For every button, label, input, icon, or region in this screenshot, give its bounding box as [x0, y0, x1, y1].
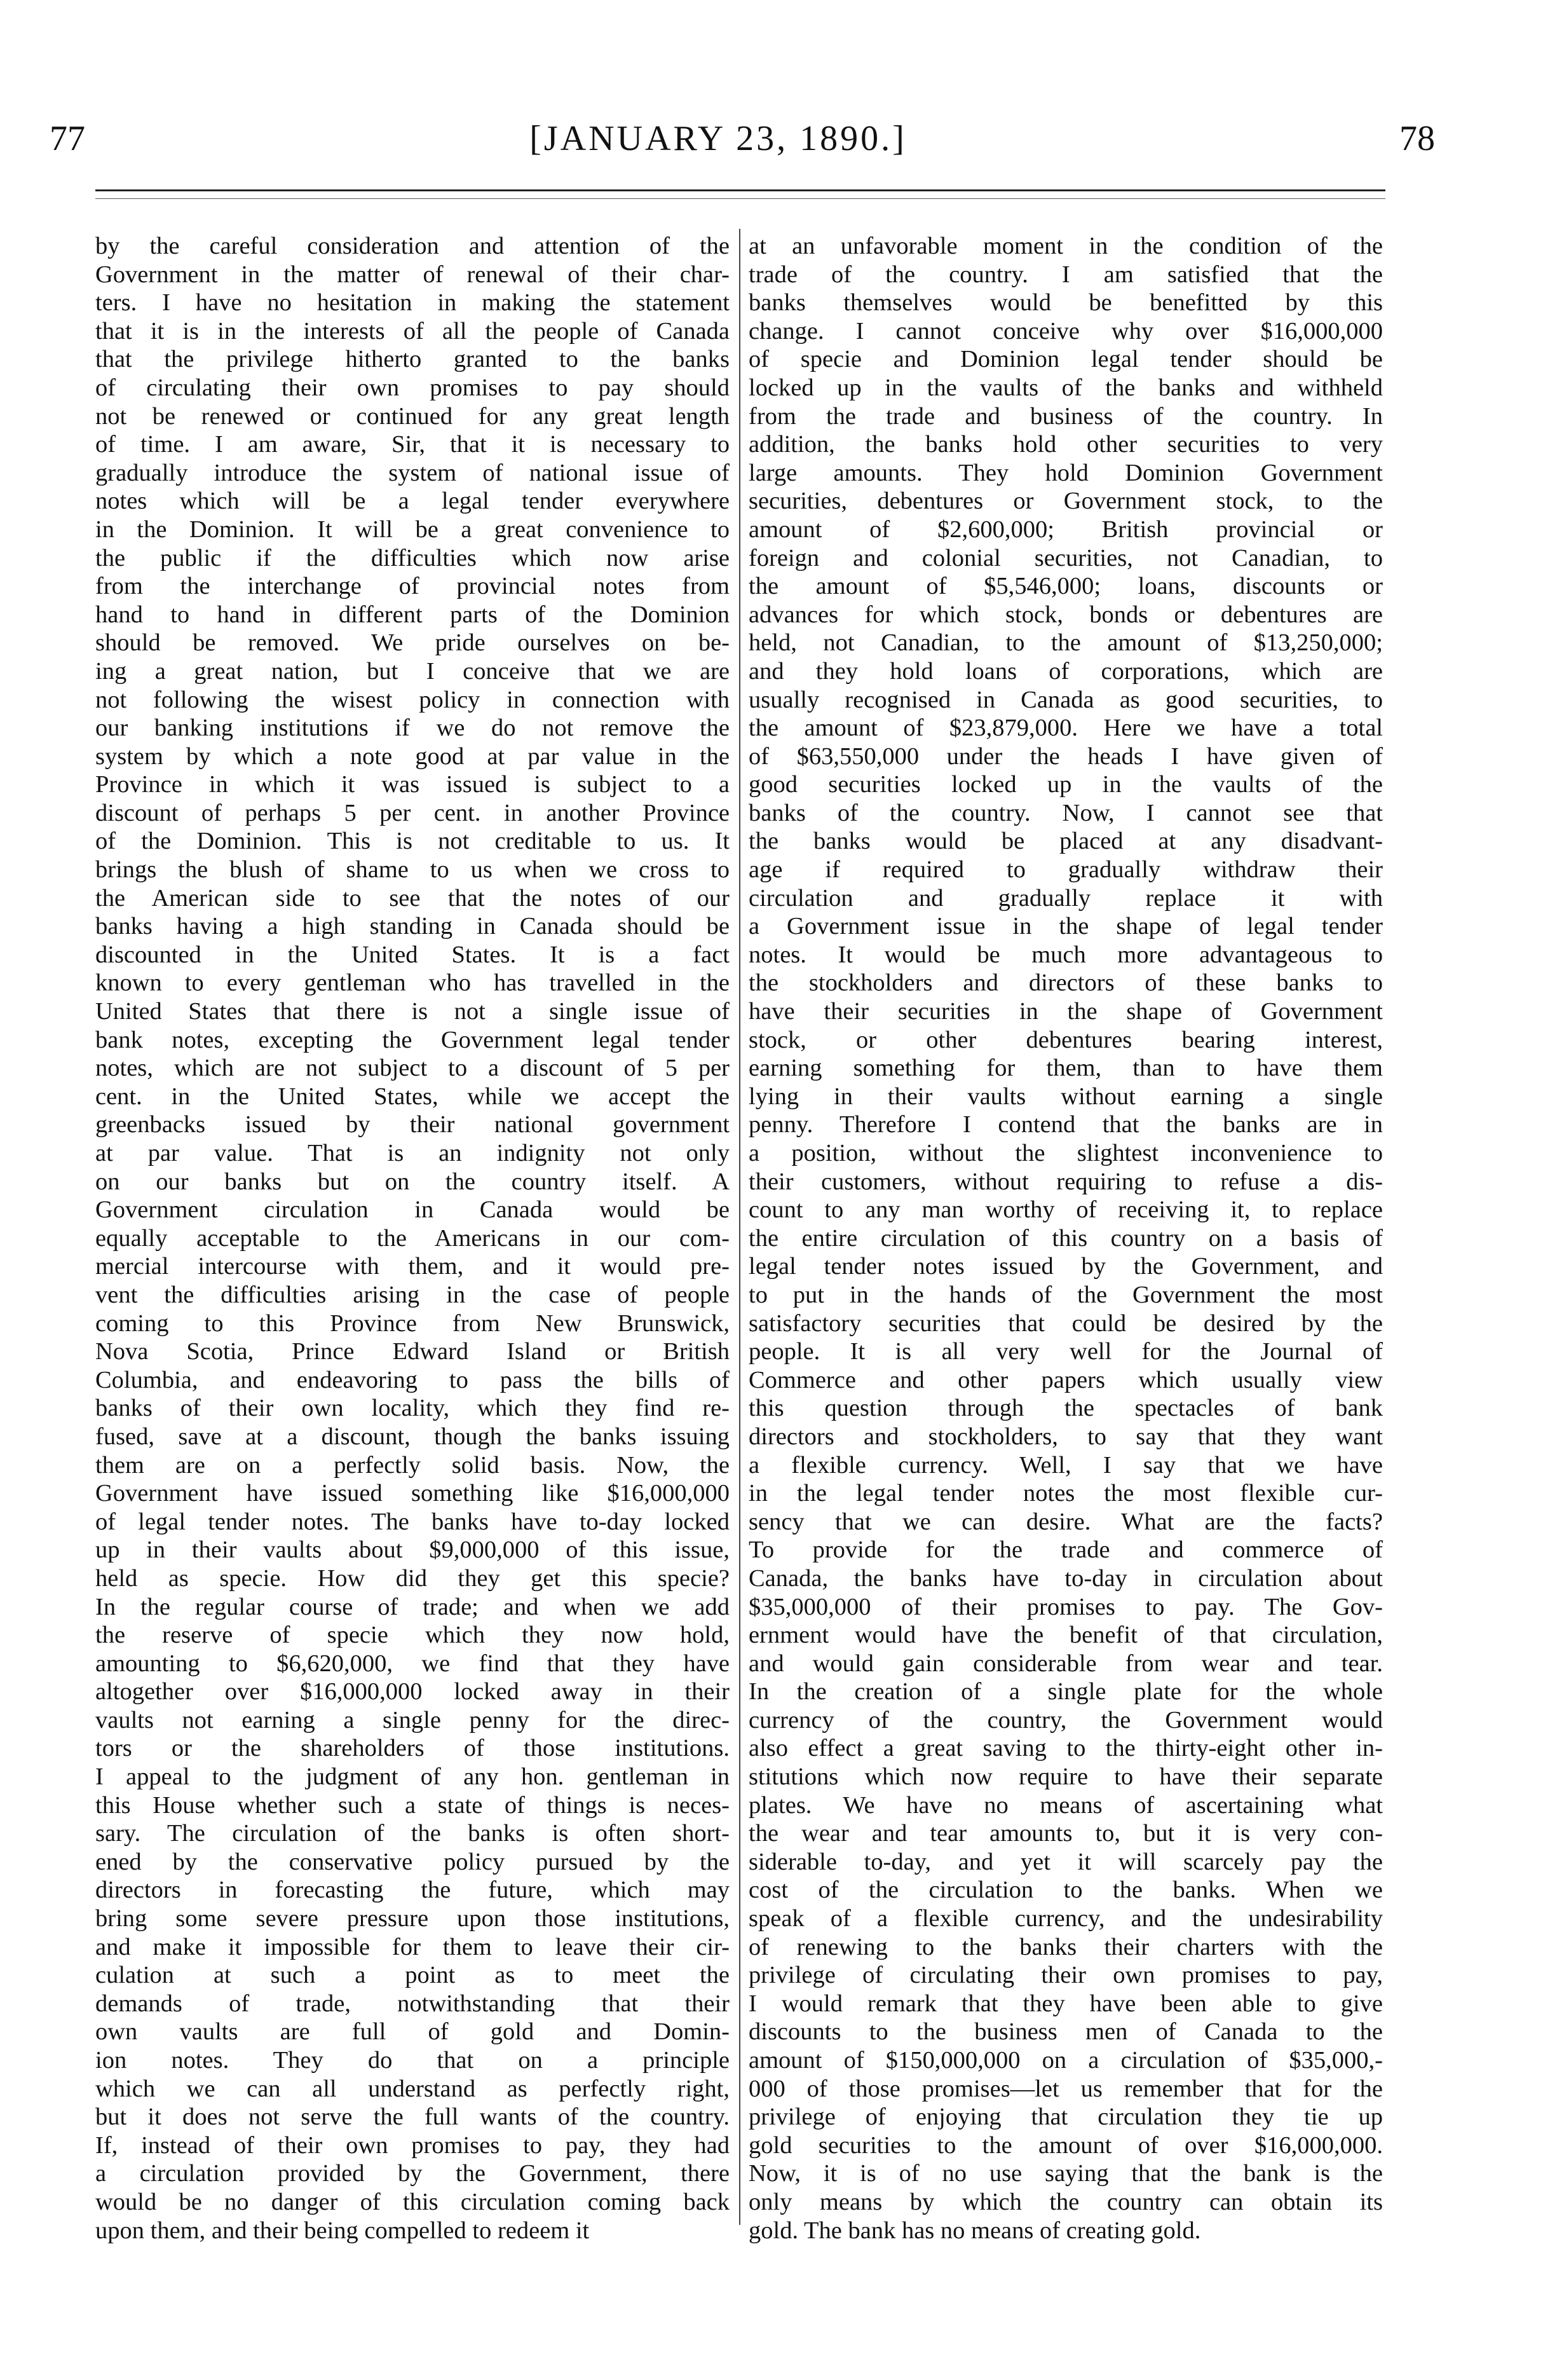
- text-line: the public if the difficulties which now arise: [95, 544, 730, 571]
- text-line: penny. Therefore I contend that the banks are in: [749, 1111, 1383, 1139]
- text-line: known to every gentleman who has travelled in the: [95, 969, 730, 997]
- text-line: that the privilege hitherto granted to the banks: [95, 346, 730, 373]
- text-line: 000 of those promises—let us remember that for the: [749, 2075, 1383, 2102]
- text-line: which we can all understand as perfectly right,: [95, 2075, 730, 2102]
- text-line: system by which a note good at par value in the: [95, 742, 730, 770]
- text-line: amount of $2,600,000; British provincial or: [749, 516, 1383, 543]
- text-line: should be removed. We pride ourselves on be-: [95, 629, 730, 657]
- text-line: Canada, the banks have to-day in circulation about: [749, 1564, 1383, 1592]
- text-line: bring some severe pressure upon those institutions,: [95, 1905, 730, 1932]
- text-line: culation at such a point as to meet the: [95, 1962, 730, 1989]
- text-line: of $63,550,000 under the heads I have given of: [749, 742, 1383, 770]
- text-line: banks having a high standing in Canada should be: [95, 913, 730, 940]
- text-line: vaults not earning a single penny for the direc-: [95, 1706, 730, 1734]
- text-line: In the creation of a single plate for the whole: [749, 1678, 1383, 1706]
- text-line: notes, which are not subject to a discount of 5 per: [95, 1055, 730, 1082]
- text-line: Columbia, and endeavoring to pass the bills of: [95, 1366, 730, 1393]
- text-line: from the interchange of provincial notes from: [95, 573, 730, 600]
- text-line: but it does not serve the full wants of the country.: [95, 2103, 730, 2131]
- text-line: mercial intercourse with them, and it would pre-: [95, 1253, 730, 1280]
- text-line: in the Dominion. It will be a great convenience to: [95, 516, 730, 543]
- text-line: the stockholders and directors of these banks to: [749, 969, 1383, 997]
- text-line: the reserve of specie which they now hold,: [95, 1622, 730, 1649]
- text-line: ernment would have the benefit of that circulation,: [749, 1622, 1383, 1649]
- text-line: the entire circulation of this country on a basis of: [749, 1224, 1383, 1252]
- text-line: at par value. That is an indignity not only: [95, 1140, 730, 1166]
- text-line: good securities locked up in the vaults of the: [749, 771, 1383, 798]
- text-line: demands of trade, notwithstanding that their: [95, 1990, 730, 2017]
- text-line: held, not Canadian, to the amount of $13,250,000;: [749, 629, 1383, 657]
- text-line: age if required to gradually withdraw their: [749, 856, 1383, 884]
- text-line: and they hold loans of corporations, which are: [749, 657, 1383, 685]
- text-line: the wear and tear amounts to, but it is very con-: [749, 1820, 1383, 1847]
- text-line: directors in forecasting the future, which may: [95, 1877, 730, 1904]
- text-line: upon them, and their being compelled to redeem it: [95, 2217, 590, 2244]
- text-line: amount of $150,000,000 on a circulation of $35,000,-: [749, 2047, 1383, 2074]
- page-date: [JANUARY 23, 1890.]: [529, 119, 907, 158]
- text-line: sary. The circulation of the banks is often short-: [95, 1820, 730, 1847]
- text-line: own vaults are full of gold and Domin-: [95, 2018, 730, 2046]
- text-line: discounts to the business men of Canada to the: [749, 2018, 1383, 2046]
- text-line: a position, without the slightest inconvenience to: [749, 1140, 1383, 1166]
- text-line: by the careful consideration and attention of the: [95, 233, 730, 259]
- text-line: Government in the matter of renewal of their char-: [95, 261, 730, 288]
- text-line: privilege of circulating their own promises to pay,: [749, 1962, 1383, 1989]
- text-line: amounting to $6,620,000, we find that they have: [95, 1650, 730, 1677]
- text-line: the American side to see that the notes of our: [95, 884, 730, 912]
- text-line: change. I cannot conceive why over $16,000,000: [749, 317, 1383, 345]
- text-line: advances for which stock, bonds or debentures are: [749, 601, 1383, 628]
- text-line: the amount of $5,546,000; loans, discounts or: [749, 573, 1383, 600]
- text-line: stock, or other debentures bearing interest,: [749, 1026, 1383, 1053]
- text-line: also effect a great saving to the thirty-eight other in-: [749, 1735, 1383, 1762]
- text-line: usually recognised in Canada as good securities, to: [749, 686, 1383, 713]
- text-line: altogether over $16,000,000 locked away in their: [95, 1678, 730, 1706]
- text-line: up in their vaults about $9,000,000 of this issue,: [95, 1536, 730, 1564]
- text-line: a circulation provided by the Government, there: [95, 2160, 730, 2187]
- text-line: plates. We have no means of ascertaining what: [749, 1791, 1383, 1819]
- text-line: ion notes. They do that on a principle: [95, 2047, 730, 2074]
- text-line: bank notes, excepting the Government legal tender: [95, 1026, 730, 1053]
- text-line: not be renewed or continued for any great length: [95, 402, 730, 430]
- text-line: If, instead of their own promises to pay, they had: [95, 2131, 730, 2159]
- text-line: In the regular course of trade; and when we add: [95, 1593, 730, 1620]
- text-line: Commerce and other papers which usually view: [749, 1366, 1383, 1393]
- text-line: circulation and gradually replace it with: [749, 884, 1383, 912]
- text-line: a Government issue in the shape of legal tender: [749, 913, 1383, 940]
- text-line: $35,000,000 of their promises to pay. The Gov-: [749, 1593, 1383, 1620]
- text-line: foreign and colonial securities, not Canadian, to: [749, 544, 1383, 571]
- text-line: this House whether such a state of things is neces-: [95, 1791, 730, 1819]
- text-line: United States that there is not a single issue of: [95, 998, 730, 1025]
- text-line: the amount of $23,879,000. Here we have a total: [749, 715, 1383, 742]
- text-line: privilege of enjoying that circulation they tie up: [749, 2103, 1383, 2131]
- text-line: brings the blush of shame to us when we cross to: [95, 856, 730, 884]
- text-line: Now, it is of no use saying that the bank is the: [749, 2160, 1383, 2187]
- text-line: and would gain considerable from wear and tear.: [749, 1650, 1383, 1677]
- text-line: would be no danger of this circulation coming back: [95, 2188, 730, 2215]
- text-line: speak of a flexible currency, and the undesirability: [749, 1905, 1383, 1932]
- text-line: satisfactory securities that could be desired by the: [749, 1310, 1383, 1337]
- right-column: [749, 232, 1383, 2245]
- text-line: notes. It would be much more advantageous to: [749, 941, 1383, 968]
- text-line: To provide for the trade and commerce of: [749, 1536, 1383, 1564]
- text-line: securities, debentures or Government stock, to the: [749, 488, 1383, 515]
- text-line: directors and stockholders, to say that they want: [749, 1423, 1383, 1450]
- text-line: equally acceptable to the Americans in our com-: [95, 1224, 730, 1252]
- text-line: this question through the spectacles of bank: [749, 1395, 1383, 1422]
- text-line: count to any man worthy of receiving it, to replace: [749, 1196, 1383, 1224]
- text-line: tors or the shareholders of those institutions.: [95, 1735, 730, 1762]
- text-line: gold. The bank has no means of creating gold.: [749, 2217, 1201, 2244]
- text-line: and make it impossible for them to leave their cir-: [95, 1933, 730, 1960]
- text-line: lying in their vaults without earning a single: [749, 1083, 1383, 1110]
- text-line: our banking institutions if we do not remove the: [95, 715, 730, 742]
- text-line: in the legal tender notes the most flexible cur-: [749, 1480, 1383, 1507]
- text-line: currency of the country, the Government would: [749, 1706, 1383, 1734]
- text-line: hand to hand in different parts of the Dominion: [95, 601, 730, 628]
- text-line: have their securities in the shape of Government: [749, 998, 1383, 1025]
- text-line: Province in which it was issued is subject to a: [95, 771, 730, 798]
- text-line: Government circulation in Canada would be: [95, 1196, 730, 1224]
- text-line: stitutions which now require to have their separate: [749, 1763, 1383, 1791]
- text-line: Nova Scotia, Prince Edward Island or British: [95, 1338, 730, 1365]
- text-line: notes which will be a legal tender everywhere: [95, 488, 730, 515]
- text-line: discounted in the United States. It is a fact: [95, 941, 730, 968]
- text-line: people. It is all very well for the Journal of: [749, 1338, 1383, 1365]
- text-line: gradually introduce the system of national issue of: [95, 459, 730, 486]
- text-line: them are on a perfectly solid basis. Now, the: [95, 1451, 730, 1479]
- text-line: of time. I am aware, Sir, that it is necessary to: [95, 431, 730, 458]
- text-line: to put in the hands of the Government the most: [749, 1281, 1383, 1308]
- text-line: a flexible currency. Well, I say that we have: [749, 1451, 1383, 1479]
- text-line: gold securities to the amount of over $16,000,000.: [749, 2131, 1383, 2159]
- text-line: the banks would be placed at any disadvant-: [749, 828, 1383, 855]
- page-number-left: 77: [50, 119, 85, 158]
- text-line: addition, the banks hold other securities to very: [749, 431, 1383, 458]
- text-line: vent the difficulties arising in the case of people: [95, 1281, 730, 1308]
- left-column: [95, 232, 730, 2245]
- text-line: of specie and Dominion legal tender should be: [749, 346, 1383, 373]
- text-line: not following the wisest policy in connection with: [95, 686, 730, 713]
- text-line: siderable to-day, and yet it will scarcely pay the: [749, 1848, 1383, 1875]
- text-line: their customers, without requiring to refuse a dis-: [749, 1168, 1383, 1195]
- text-line: banks of their own locality, which they find re-: [95, 1395, 730, 1422]
- text-line: I appeal to the judgment of any hon. gentleman in: [95, 1763, 730, 1791]
- text-line: discount of perhaps 5 per cent. in another Province: [95, 799, 730, 826]
- header-rule: [95, 189, 1385, 191]
- text-line: held as specie. How did they get this specie?: [95, 1564, 730, 1592]
- text-line: ing a great nation, but I conceive that we are: [95, 657, 730, 685]
- text-line: ters. I have no hesitation in making the statement: [95, 289, 730, 317]
- text-line: fused, save at a discount, though the banks issuing: [95, 1423, 730, 1450]
- text-line: coming to this Province from New Brunswick,: [95, 1310, 730, 1337]
- text-line: from the trade and business of the country. In: [749, 402, 1383, 430]
- text-line: of the Dominion. This is not creditable to us. It: [95, 828, 730, 855]
- text-line: of renewing to the banks their charters with the: [749, 1933, 1383, 1960]
- text-line: ened by the conservative policy pursued by the: [95, 1848, 730, 1875]
- text-line: trade of the country. I am satisfied that the: [749, 261, 1383, 288]
- text-line: earning something for them, than to have them: [749, 1055, 1383, 1082]
- text-line: sency that we can desire. What are the facts?: [749, 1508, 1383, 1535]
- text-line: of circulating their own promises to pay should: [95, 374, 730, 401]
- text-line: banks themselves would be benefitted by this: [749, 289, 1383, 317]
- text-line: that it is in the interests of all the people of Canada: [95, 317, 730, 345]
- text-line: legal tender notes issued by the Government, and: [749, 1253, 1383, 1280]
- text-line: large amounts. They hold Dominion Government: [749, 459, 1383, 486]
- text-line: locked up in the vaults of the banks and withheld: [749, 374, 1383, 401]
- page-header: [0, 113, 1543, 164]
- text-line: cent. in the United States, while we accept the: [95, 1083, 730, 1110]
- text-line: I would remark that they have been able to give: [749, 1990, 1383, 2017]
- text-line: greenbacks issued by their national government: [95, 1111, 730, 1139]
- text-line: cost of the circulation to the banks. When we: [749, 1877, 1383, 1904]
- header-rule-thin: [95, 198, 1385, 199]
- text-line: banks of the country. Now, I cannot see that: [749, 799, 1383, 826]
- text-line: at an unfavorable moment in the condition of the: [749, 233, 1383, 259]
- text-line: on our banks but on the country itself. A: [95, 1168, 730, 1195]
- column-divider: [739, 229, 740, 2225]
- text-line: Government have issued something like $16,000,000: [95, 1480, 730, 1507]
- page-number-right: 78: [1399, 119, 1435, 158]
- text-line: only means by which the country can obtain its: [749, 2188, 1383, 2215]
- text-line: of legal tender notes. The banks have to-day locked: [95, 1508, 730, 1535]
